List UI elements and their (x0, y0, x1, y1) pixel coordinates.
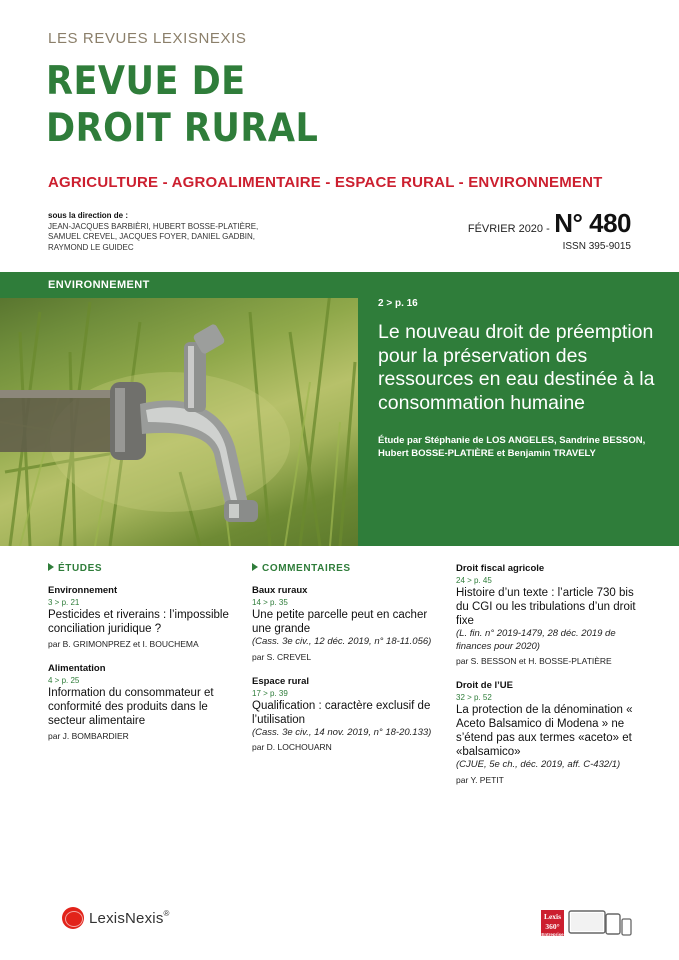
article-page-ref: 4 > p. 25 (48, 676, 80, 685)
article-item (456, 563, 641, 666)
direction-names: JEAN-JACQUES BARBIÈRI, HUBERT BOSSE-PLATIÈRE, SAMUEL CREVEL, JACQUES FOYER, DANIEL GADBIN, RAYMOND LE GUIDEC (48, 221, 259, 252)
feature-headline: Le nouveau droit de préemption pour la préservation des ressources en eau destinée à la consommation humaine (378, 321, 655, 414)
article-page-ref: 14 > p. 35 (252, 598, 288, 607)
devices-icon (568, 909, 632, 937)
article-author: par J. BOMBARDIER (48, 731, 129, 741)
registered-mark: ® (163, 909, 170, 918)
article-page-ref: 3 > p. 21 (48, 598, 80, 607)
journal-title (46, 58, 334, 152)
article-item (48, 663, 238, 741)
issn: ISSN 395-9015 (562, 241, 631, 252)
article-author: par S. CREVEL (252, 651, 312, 662)
article-author: par B. GRIMONPREZ et I. BOUCHEMA (48, 639, 199, 649)
article-category: Espace rural (252, 675, 310, 687)
triangle-bullet-icon (48, 563, 54, 571)
article-citation: (Cass. 3e civ., 14 nov. 2019, n° 18-20.133) (252, 726, 432, 738)
article-item (456, 680, 641, 785)
article-citation: (Cass. 3e civ., 12 déc. 2019, n° 18-11.056) (252, 636, 432, 647)
article-author: par D. LOCHOUARN (252, 742, 332, 752)
article-citation: (CJUE, 5e ch., déc. 2019, aff. C-432/1) (456, 759, 621, 770)
feature-authors-line-1: Étude par Stéphanie de LOS ANGELES, Sandrine BESSON, (378, 435, 646, 446)
article-title: Une petite parcelle peut en cacher une grande (252, 609, 428, 635)
article-citation: (L. fin. n° 2019-1479, 28 déc. 2019 de finances pour 2020) (456, 628, 616, 652)
triangle-bullet-icon (252, 563, 258, 571)
badge-line-2: 360° (545, 922, 560, 931)
column-commentaires (252, 563, 442, 766)
article-title: La protection de la dénomination « Aceto Balsamico di Modena » ne s’étend pas aux termes «aceto» et «balsamico» (456, 704, 633, 758)
issue-date: FÉVRIER 2020 - (467, 223, 550, 235)
section-heading-commentaires (252, 563, 442, 574)
journal-subtitle: AGRICULTURE - AGROALIMENTAIRE - ESPACE RURAL - ENVIRONNEMENT (48, 174, 603, 191)
issue-number: N° 480 (554, 208, 631, 238)
article-title: Information du consommateur et conformité des produits dans le secteur alimentaire (48, 687, 214, 727)
article-author: par Y. PETIT (456, 774, 504, 785)
column-third (456, 563, 641, 799)
water-tap-photo (0, 272, 358, 546)
photo-illustration (0, 272, 358, 546)
article-category: Droit fiscal agricole (456, 563, 545, 574)
title-line-1: REVUE DE (46, 59, 246, 104)
badge-line-1: Lexis (543, 912, 562, 921)
article-page-ref: 32 > p. 52 (456, 693, 492, 702)
article-category: Baux ruraux (252, 585, 308, 596)
section-label: ÉTUDES (58, 563, 103, 574)
section-heading-etudes (48, 563, 238, 574)
publisher-name: LexisNexis (89, 909, 164, 927)
badge-sub: Entreprise (541, 932, 564, 937)
lexisnexis-logo (62, 905, 169, 931)
article-title: Histoire d’un texte : l’article 730 bis du CGI ou les tribulations d’un droit fixe (456, 587, 636, 627)
editorial-direction (48, 211, 278, 253)
lexisnexis-mark-icon (62, 907, 84, 929)
article-title: Qualification : caractère exclusif de l’utilisation (252, 699, 431, 726)
article-title: Pesticides et riverains : l’impossible conciliation juridique ? (48, 609, 229, 635)
series-name: LES REVUES LEXISNEXIS (48, 30, 247, 47)
feature-authors (378, 435, 665, 460)
article-page-ref: 24 > p. 45 (456, 576, 492, 585)
article-category: Environnement (48, 585, 118, 596)
feature-page-ref: 2 > p. 16 (378, 298, 418, 309)
article-page-ref: 17 > p. 39 (252, 688, 288, 698)
direction-label: sous la direction de : (48, 211, 129, 220)
section-tag-environnement: ENVIRONNEMENT (0, 272, 358, 298)
article-item (252, 585, 442, 662)
article-category: Alimentation (48, 663, 106, 674)
section-label: COMMENTAIRES (262, 563, 351, 574)
lexis360-badge (541, 910, 564, 936)
feature-panel (358, 272, 679, 546)
feature-authors-line-2: Hubert BOSSE-PLATIÈRE et Benjamin TRAVELY (378, 447, 596, 459)
article-item (48, 585, 238, 649)
issue-info (468, 208, 631, 252)
article-author: par S. BESSON et H. BOSSE-PLATIÈRE (456, 656, 612, 666)
column-etudes (48, 563, 238, 755)
article-category: Droit de l’UE (456, 680, 514, 691)
title-line-2: DROIT RURAL (46, 106, 319, 151)
article-item (252, 676, 442, 753)
